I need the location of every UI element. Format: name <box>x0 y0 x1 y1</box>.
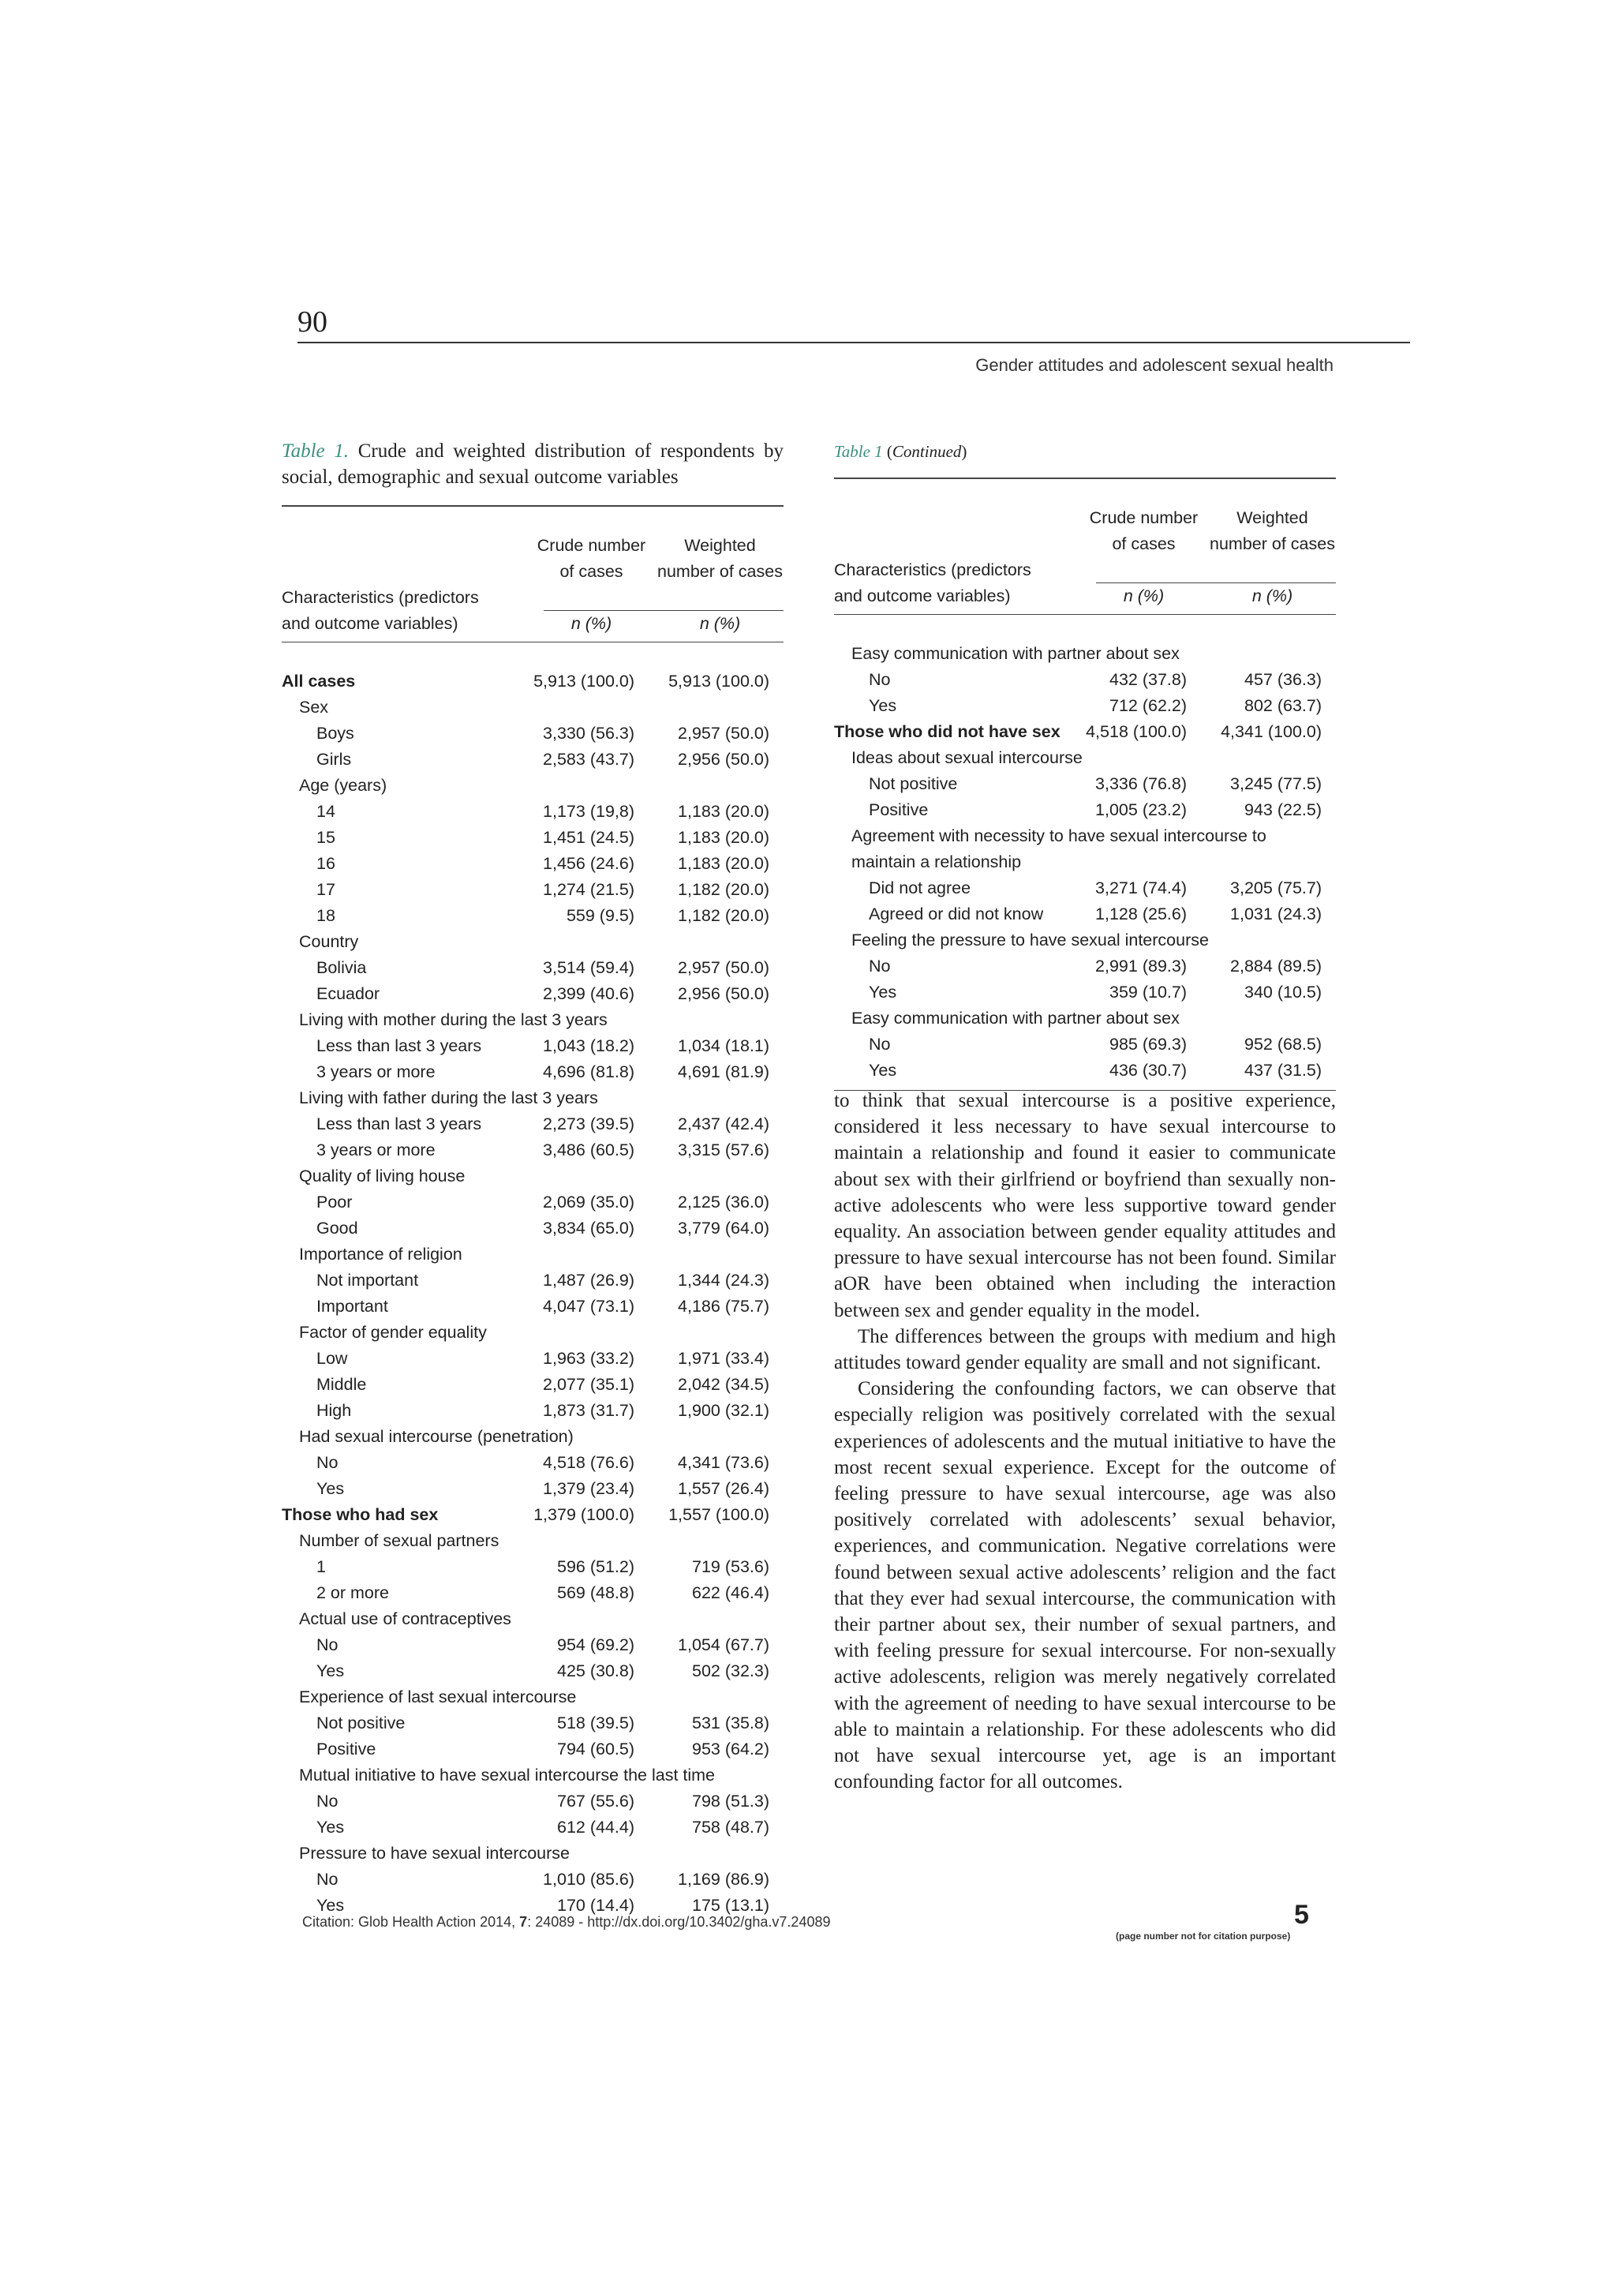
row-label: Positive <box>316 1740 376 1759</box>
table-row <box>834 693 1336 719</box>
crude-value <box>526 1163 656 1189</box>
row-label: 1 <box>316 1557 326 1576</box>
table-row <box>282 1476 784 1502</box>
crude-value: 1,010 (85.6) <box>543 1870 634 1889</box>
crude-value: 794 (60.5) <box>556 1740 634 1759</box>
footer-citation <box>302 1914 830 1931</box>
row-label: 2 or more <box>316 1583 390 1602</box>
table-row <box>282 1111 784 1137</box>
crude-value: 767 (55.6) <box>556 1792 634 1811</box>
table-row <box>282 1294 784 1320</box>
crude-value: 1,043 (18.2) <box>543 1036 634 1055</box>
row-label: Poor <box>316 1193 353 1212</box>
weighted-value <box>656 1163 784 1189</box>
table-row <box>834 849 1336 875</box>
table-row <box>282 1762 784 1788</box>
weighted-value: 2,956 (50.0) <box>678 750 769 769</box>
table1-caption <box>282 438 784 490</box>
crude-value: 1,005 (23.2) <box>1095 800 1187 819</box>
table-row <box>282 721 784 747</box>
crude-value: 518 (39.5) <box>556 1714 634 1732</box>
row-label: Not positive <box>869 774 958 793</box>
table-row <box>282 747 784 773</box>
row-label: All cases <box>282 672 356 691</box>
row-label: Low <box>316 1349 348 1368</box>
crude-value: 612 (44.4) <box>556 1818 634 1837</box>
table-row <box>834 771 1336 797</box>
table-row <box>834 1032 1336 1058</box>
weighted-value: 1,344 (24.3) <box>678 1271 769 1290</box>
weighted-value: 502 (32.3) <box>691 1661 769 1680</box>
crude-value <box>526 929 656 955</box>
row-label: Important <box>316 1297 388 1316</box>
row-label: Agreement with necessity to have sexual intercourse to <box>851 826 1266 845</box>
weighted-value: 2,884 (89.5) <box>1230 957 1322 976</box>
row-label: High <box>316 1401 352 1420</box>
weighted-value <box>656 1242 784 1268</box>
row-label: Ecuador <box>316 984 380 1003</box>
running-header: Gender attitudes and adolescent sexual health <box>975 355 1334 375</box>
table-row <box>282 1242 784 1268</box>
table-row <box>282 1033 784 1059</box>
table-row <box>282 1398 784 1424</box>
weighted-value: 1,034 (18.1) <box>678 1036 769 1055</box>
row-label: Pressure to have sexual intercourse <box>299 1844 570 1863</box>
table-row <box>282 1710 784 1736</box>
table-row <box>282 955 784 981</box>
table1c-col-weighted-line1: Weighted <box>1236 508 1308 527</box>
weighted-value: 758 (48.7) <box>691 1818 769 1837</box>
table1-col-char-line1: Characteristics (predictors <box>282 588 479 607</box>
weighted-value: 3,779 (64.0) <box>678 1219 769 1238</box>
table-row <box>282 1268 784 1294</box>
crude-value: 4,696 (81.8) <box>543 1062 634 1081</box>
row-label: Mutual initiative to have sexual intercourse the last time <box>299 1766 716 1785</box>
row-label: Middle <box>316 1375 367 1394</box>
weighted-value: 1,182 (20.0) <box>678 906 769 925</box>
table1-col-crude-line1: Crude number <box>537 536 646 555</box>
weighted-value: 437 (31.5) <box>1244 1061 1322 1080</box>
body-paragraph: to think that sexual intercourse is a positive experience, considered it less necessary to have sexual intercourse to maintain a relationship and found it easier to communicate about sex with their girlfriend or boyfriend than sexually non-active adolescents who were less supportive toward gender equality. An association between gender equality attitudes and pressure to have sexual intercourse has not been found. Similar aOR have been obtained when including the interaction between sex and gender equality in the model. <box>834 1090 1336 1321</box>
table-row <box>282 1215 784 1242</box>
table-row <box>282 1554 784 1580</box>
table-row <box>282 669 784 695</box>
row-label: Less than last 3 years <box>316 1036 482 1055</box>
weighted-value <box>656 929 784 955</box>
crude-value: 425 (30.8) <box>556 1661 634 1680</box>
table-row <box>282 799 784 825</box>
weighted-value: 3,205 (75.7) <box>1230 878 1322 897</box>
crude-value: 170 (14.4) <box>556 1896 634 1915</box>
weighted-value: 3,245 (77.5) <box>1230 774 1322 793</box>
table-row <box>282 1424 784 1450</box>
row-label: Living with mother during the last 3 years <box>299 1010 608 1029</box>
table1-caption-text: Crude and weighted distribution of respondents by social, demographic and sexual outcome variables <box>282 440 784 488</box>
crude-value: 1,451 (24.5) <box>543 828 634 847</box>
row-label: Quality of living house <box>299 1167 466 1185</box>
table-row <box>282 981 784 1007</box>
weighted-value: 1,183 (20.0) <box>678 802 769 821</box>
row-label: Girls <box>316 750 352 769</box>
book-page-number: 90 <box>297 305 327 339</box>
crude-value: 2,583 (43.7) <box>543 750 634 769</box>
crude-value <box>526 1528 656 1554</box>
table1c-col-weighted-line2: number of cases <box>1210 534 1335 553</box>
crude-value: 1,128 (25.6) <box>1095 905 1187 923</box>
table1c-col-char-line1: Characteristics (predictors <box>834 560 1031 579</box>
table-row <box>282 877 784 903</box>
crude-value: 559 (9.5) <box>566 906 634 925</box>
body-text <box>834 1088 1336 1795</box>
table-row <box>282 1137 784 1163</box>
table1-continued <box>834 478 1336 1091</box>
weighted-value <box>656 695 784 721</box>
body-paragraph: Considering the confounding factors, we can observe that especially religion was positively correlated with the sexual experiences of adolescents and the mutual initiative to have the most recent sexual experience. Except for the outcome of feeling pressure to have sexual intercourse, age was also positively correlated with adolescents’ sexual behavior, experiences, and communication. Negative correlations were found between sexual active adolescents’ religion and the fact that they ever had sexual intercourse, the communication with their partner about sex, their number of sexual partners, and with feeling pressure for sexual intercourse. For non-sexually active adolescents, religion was merely negatively correlated with the agreement of needing to have sexual intercourse to be able to maintain a relationship. For these adolescents who did not have sexual intercourse yet, age is an important confounding factor for all outcomes. <box>834 1378 1336 1793</box>
crude-value: 3,330 (56.3) <box>543 724 634 743</box>
row-label: Yes <box>316 1479 345 1498</box>
crude-value <box>526 773 656 799</box>
crude-value: 3,336 (76.8) <box>1095 774 1187 793</box>
weighted-value: 531 (35.8) <box>691 1714 769 1732</box>
weighted-value: 1,557 (26.4) <box>678 1479 769 1498</box>
row-label: No <box>316 1870 339 1889</box>
row-label: 17 <box>316 880 335 899</box>
crude-value: 2,069 (35.0) <box>543 1193 634 1212</box>
weighted-value: 2,125 (36.0) <box>678 1193 769 1212</box>
crude-value: 596 (51.2) <box>556 1557 634 1576</box>
table-row <box>282 1346 784 1372</box>
table1c-col-crude-line1: Crude number <box>1089 508 1199 527</box>
table-row <box>834 641 1336 667</box>
table-row <box>282 1815 784 1841</box>
row-label: 15 <box>316 828 335 847</box>
weighted-value: 952 (68.5) <box>1244 1035 1322 1054</box>
weighted-value: 1,031 (24.3) <box>1230 905 1322 923</box>
crude-value: 4,047 (73.1) <box>543 1297 634 1316</box>
weighted-value: 1,169 (86.9) <box>678 1870 769 1889</box>
table1-col-weighted-line1: Weighted <box>684 536 756 555</box>
table-row <box>834 719 1336 745</box>
row-label: Yes <box>869 1061 897 1080</box>
table-row <box>834 745 1336 771</box>
table-row <box>282 773 784 799</box>
crude-value: 3,514 (59.4) <box>543 958 634 977</box>
crude-value: 569 (48.8) <box>556 1583 634 1602</box>
crude-value: 1,873 (31.7) <box>543 1401 634 1420</box>
row-label: Actual use of contraceptives <box>299 1609 511 1628</box>
row-label: Yes <box>869 983 897 1002</box>
table-row <box>282 851 784 877</box>
row-label: 14 <box>316 802 335 821</box>
table-row <box>282 903 784 929</box>
weighted-value: 5,913 (100.0) <box>668 672 769 691</box>
table-row <box>282 929 784 955</box>
table-row <box>282 1007 784 1033</box>
weighted-value: 4,341 (73.6) <box>678 1453 769 1472</box>
weighted-value: 1,183 (20.0) <box>678 828 769 847</box>
row-label: No <box>869 670 891 689</box>
row-label: 16 <box>316 854 335 873</box>
table-row <box>834 1058 1336 1084</box>
row-label: Living with father during the last 3 years <box>299 1088 598 1107</box>
row-label: Number of sexual partners <box>299 1531 499 1550</box>
table-row <box>282 1606 784 1632</box>
weighted-value: 1,557 (100.0) <box>668 1505 769 1524</box>
row-label: Experience of last sexual intercourse <box>299 1687 577 1706</box>
weighted-value: 2,437 (42.4) <box>678 1114 769 1133</box>
table-row <box>282 1372 784 1398</box>
weighted-value: 1,183 (20.0) <box>678 854 769 873</box>
weighted-value <box>656 1606 784 1632</box>
row-label: Yes <box>869 696 897 715</box>
table-row <box>282 1736 784 1762</box>
row-label: No <box>869 957 891 976</box>
citation-prefix: Citation: Glob Health Action 2014, <box>302 1914 520 1930</box>
weighted-value: 3,315 (57.6) <box>678 1141 769 1159</box>
weighted-value: 175 (13.1) <box>691 1896 769 1915</box>
row-label: No <box>316 1635 339 1654</box>
crude-value: 359 (10.7) <box>1109 983 1187 1002</box>
header-rule <box>297 342 1410 343</box>
row-label: Had sexual intercourse (penetration) <box>299 1427 574 1446</box>
table1c-col-char-line2: and outcome variables) <box>834 586 1011 605</box>
footer-page-number: 5 <box>1294 1900 1309 1930</box>
crude-value: 985 (69.3) <box>1109 1035 1187 1054</box>
row-label: Sex <box>299 698 329 717</box>
crude-value: 3,486 (60.5) <box>543 1141 634 1159</box>
table1-continued-header <box>834 478 1336 641</box>
row-label: Factor of gender equality <box>299 1323 487 1342</box>
table-row <box>834 823 1336 849</box>
table-row <box>282 1502 784 1528</box>
crude-value: 4,518 (76.6) <box>543 1453 634 1472</box>
table-row <box>834 927 1336 953</box>
row-label: No <box>869 1035 891 1054</box>
table1c-unit-crude: n (%) <box>1123 586 1165 605</box>
row-label: Did not agree <box>869 878 971 897</box>
crude-value: 1,379 (100.0) <box>533 1505 634 1524</box>
weighted-value: 2,957 (50.0) <box>678 724 769 743</box>
weighted-value: 1,054 (67.7) <box>678 1635 769 1654</box>
weighted-value: 1,900 (32.1) <box>678 1401 769 1420</box>
row-label: Importance of religion <box>299 1245 462 1264</box>
table-row <box>282 1632 784 1658</box>
row-label: Less than last 3 years <box>316 1114 482 1133</box>
crude-value: 2,077 (35.1) <box>543 1375 634 1394</box>
table1-body <box>282 669 784 1919</box>
table-row <box>834 979 1336 1006</box>
footer-page-note: (page number not for citation purpose) <box>1116 1931 1291 1942</box>
table1-col-crude-line2: of cases <box>559 562 623 581</box>
weighted-value: 802 (63.7) <box>1244 696 1322 715</box>
table-row <box>282 1320 784 1346</box>
table-row <box>282 1085 784 1111</box>
body-paragraph: The differences between the groups with medium and high attitudes toward gender equality are small and not significant. <box>834 1325 1336 1374</box>
table-row <box>282 1841 784 1867</box>
crude-value: 5,913 (100.0) <box>533 672 634 691</box>
citation-suffix: : 24089 - http://dx.doi.org/10.3402/gha.v7.24089 <box>527 1914 831 1930</box>
table1c-col-crude-line2: of cases <box>1112 534 1176 553</box>
row-label: Yes <box>316 1661 345 1680</box>
table1-continued-word: Continued <box>892 442 962 461</box>
weighted-value: 1,971 (33.4) <box>678 1349 769 1368</box>
weighted-value: 4,691 (81.9) <box>678 1062 769 1081</box>
table-row <box>834 953 1336 979</box>
table1-caption-label: Table 1. <box>282 440 350 462</box>
crude-value: 3,834 (65.0) <box>543 1219 634 1238</box>
table-row <box>834 797 1336 823</box>
weighted-value: 2,956 (50.0) <box>678 984 769 1003</box>
weighted-value: 1,182 (20.0) <box>678 880 769 899</box>
row-label: Those who did not have sex <box>834 722 1060 741</box>
row-label: Good <box>316 1219 358 1238</box>
table1-continued-body <box>834 641 1336 1084</box>
crude-value: 3,271 (74.4) <box>1095 878 1187 897</box>
table-row <box>282 1580 784 1606</box>
crude-value: 1,963 (33.2) <box>543 1349 634 1368</box>
table1-unit-crude: n (%) <box>570 614 612 633</box>
table1-continued-caption: Table 1 (Continued) <box>834 442 967 461</box>
table1c-unit-weighted: n (%) <box>1251 586 1293 605</box>
table-row <box>834 901 1336 927</box>
row-label: No <box>316 1453 339 1472</box>
row-label: 3 years or more <box>316 1062 436 1081</box>
weighted-value: 4,186 (75.7) <box>678 1297 769 1316</box>
table-row <box>282 1788 784 1815</box>
weighted-value: 622 (46.4) <box>691 1583 769 1602</box>
table-row <box>282 695 784 721</box>
crude-value: 2,991 (89.3) <box>1095 957 1187 976</box>
row-label: 18 <box>316 906 335 925</box>
row-label: Yes <box>316 1896 345 1915</box>
crude-value: 4,518 (100.0) <box>1086 722 1187 741</box>
table1-unit-weighted: n (%) <box>699 614 741 633</box>
row-label: Those who had sex <box>282 1505 439 1524</box>
row-label: Yes <box>316 1818 345 1837</box>
crude-value: 1,274 (21.5) <box>543 880 634 899</box>
table-row <box>282 1163 784 1189</box>
table-row <box>834 875 1336 901</box>
row-label: Not positive <box>316 1714 406 1732</box>
row-label: Boys <box>316 724 354 743</box>
crude-value <box>526 1320 656 1346</box>
table-row <box>282 1528 784 1554</box>
table-row <box>282 1189 784 1215</box>
row-label: Bolivia <box>316 958 367 977</box>
table1-col-weighted-line2: number of cases <box>657 562 783 581</box>
row-label: Easy communication with partner about sex <box>851 644 1180 663</box>
crude-value: 712 (62.2) <box>1109 696 1187 715</box>
weighted-value: 719 (53.6) <box>691 1557 769 1576</box>
weighted-value: 943 (22.5) <box>1244 800 1322 819</box>
crude-value: 954 (69.2) <box>556 1635 634 1654</box>
weighted-value: 798 (51.3) <box>691 1792 769 1811</box>
crude-value: 1,173 (19,8) <box>543 802 634 821</box>
crude-value: 432 (37.8) <box>1109 670 1187 689</box>
table-row <box>282 1684 784 1710</box>
table1-col-char-line2: and outcome variables) <box>282 614 458 633</box>
table1 <box>282 505 784 1919</box>
row-label: Easy communication with partner about sex <box>851 1009 1180 1028</box>
table-row <box>834 667 1336 693</box>
weighted-value: 2,042 (34.5) <box>678 1375 769 1394</box>
weighted-value: 4,341 (100.0) <box>1221 722 1322 741</box>
crude-value: 1,379 (23.4) <box>543 1479 634 1498</box>
table-row <box>834 1006 1336 1032</box>
crude-value <box>526 695 656 721</box>
crude-value: 1,487 (26.9) <box>543 1271 634 1290</box>
weighted-value: 2,957 (50.0) <box>678 958 769 977</box>
row-label: Not important <box>316 1271 419 1290</box>
crude-value: 1,456 (24.6) <box>543 854 634 873</box>
row-label: No <box>316 1792 339 1811</box>
table1-header <box>282 506 784 669</box>
weighted-value: 340 (10.5) <box>1244 983 1322 1002</box>
row-label: Agreed or did not know <box>869 905 1044 923</box>
crude-value: 2,399 (40.6) <box>543 984 634 1003</box>
row-label: Country <box>299 932 359 951</box>
crude-value <box>526 1242 656 1268</box>
citation-volume: 7 <box>519 1914 528 1930</box>
weighted-value <box>656 1528 784 1554</box>
row-label: Age (years) <box>299 776 387 795</box>
weighted-value <box>656 773 784 799</box>
row-label: 3 years or more <box>316 1141 436 1159</box>
weighted-value: 953 (64.2) <box>691 1740 769 1759</box>
weighted-value: 457 (36.3) <box>1244 670 1322 689</box>
crude-value: 2,273 (39.5) <box>543 1114 634 1133</box>
table-row <box>282 1059 784 1085</box>
row-label: Ideas about sexual intercourse <box>851 748 1083 767</box>
table-row <box>282 1450 784 1476</box>
row-label: maintain a relationship <box>851 852 1022 871</box>
table-row <box>282 1867 784 1893</box>
row-label: Positive <box>869 800 929 819</box>
weighted-value <box>656 1320 784 1346</box>
crude-value <box>526 1606 656 1632</box>
table-row <box>282 1658 784 1684</box>
table1-continued-label: Table 1 <box>834 442 883 461</box>
crude-value: 436 (30.7) <box>1109 1061 1187 1080</box>
row-label: Feeling the pressure to have sexual intercourse <box>851 931 1209 949</box>
table-row <box>282 825 784 851</box>
